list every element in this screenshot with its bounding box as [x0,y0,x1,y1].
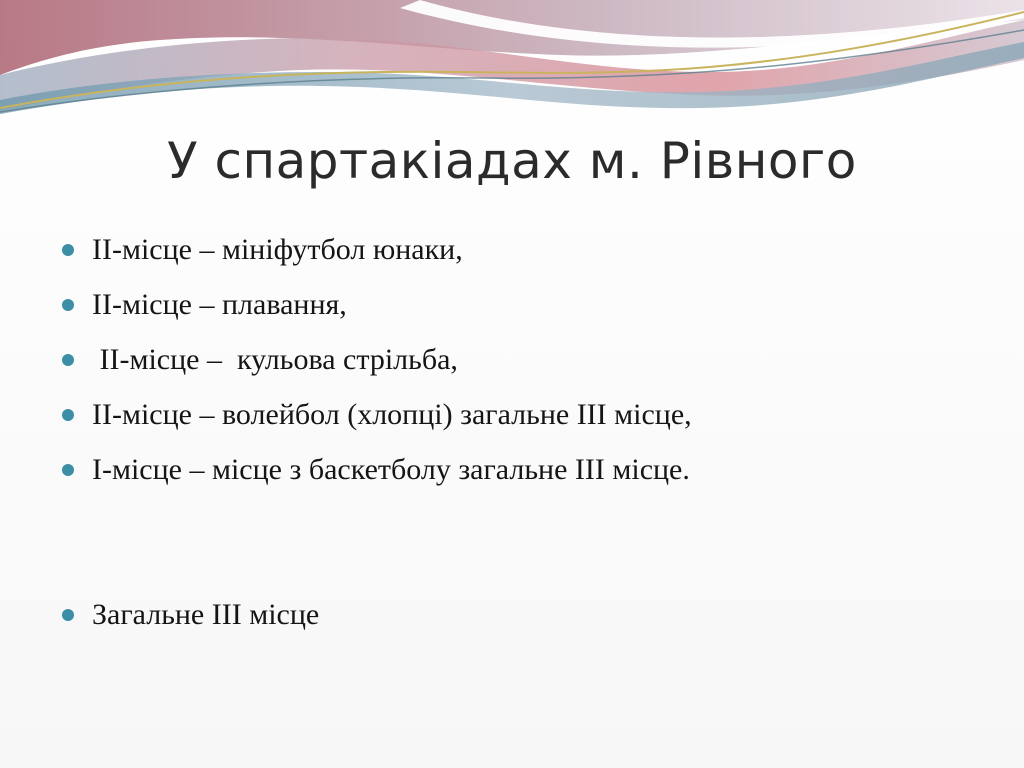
bullet-dot-icon [62,464,74,476]
bullet-dot-icon [62,609,74,621]
bullet-text: І-місце – місце з баскетболу загальне ІІІ місце. [92,452,690,486]
bullet-item [62,587,982,642]
bullet-item [62,277,982,332]
bullet-item [62,387,982,442]
bullet-dot-icon [62,299,74,311]
slide-title: У спартакіадах м. Рівного [167,132,857,190]
bullet-text: Загальне ІІІ місце [92,597,320,631]
bullet-text: ІІ-місце – плавання, [92,287,347,321]
decorative-wave-header [0,0,1024,130]
bullet-item [62,332,982,387]
bullet-dot-icon [62,409,74,421]
bullet-text: ІІ-місце – мініфутбол юнаки, [92,232,463,266]
bullet-item [62,222,982,277]
bullet-list [62,222,982,642]
bullet-dot-icon [62,244,74,256]
bullet-text: ІІ-місце – кульова стрільба, [92,342,458,376]
bullet-dot-icon [62,354,74,366]
bullet-item [62,442,982,497]
bullet-text: ІІ-місце – волейбол (хлопці) загальне ІІІ місце, [92,397,692,431]
